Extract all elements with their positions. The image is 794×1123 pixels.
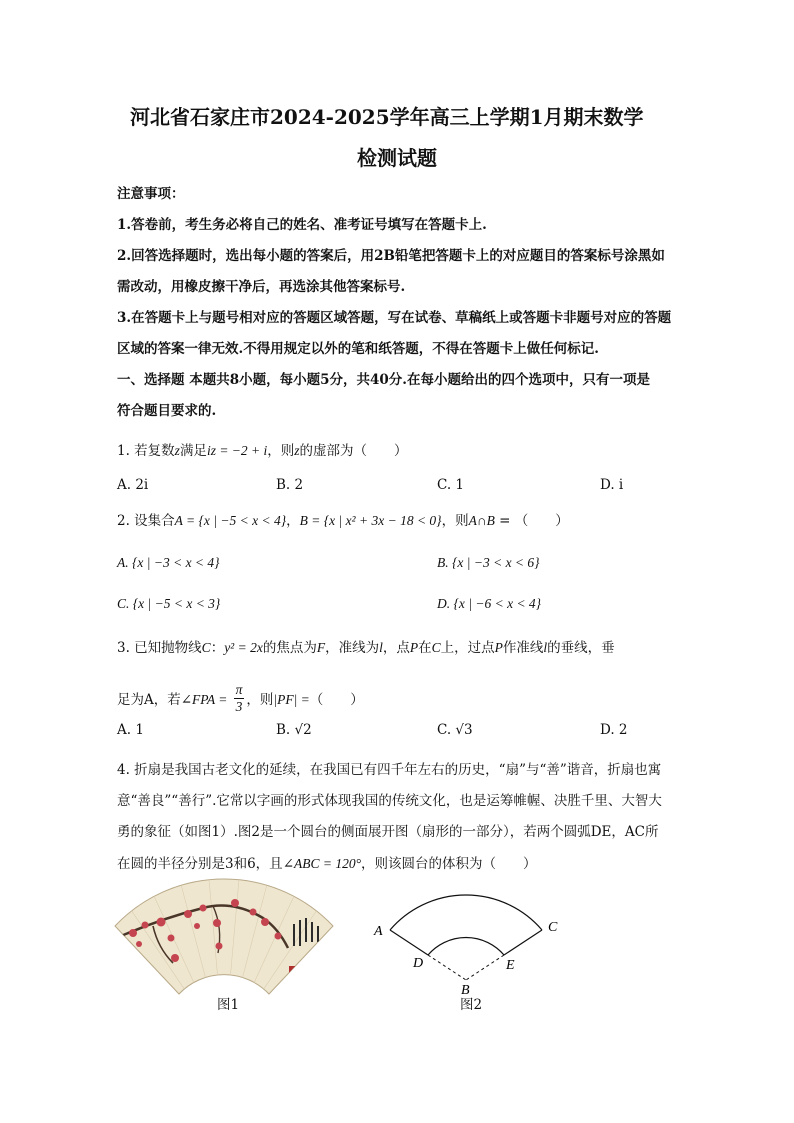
q2-text-2: ， [286, 513, 300, 529]
note-2a: 2.回答选择题时，选出每小题的答案后，用2B铅笔把答题卡上的对应题目的答案标号涂黑如 [117, 248, 665, 264]
q3-var-p2: P [494, 640, 503, 655]
q2-text-3: ，则 [441, 513, 469, 529]
frustum-net-figure [370, 880, 580, 1005]
q1-text-1: 1. 若复数 [117, 443, 175, 459]
label-d: D [413, 956, 424, 971]
q3-text-e: ，点 [382, 640, 410, 656]
dashed-eb [466, 955, 504, 980]
q4-line-2: 意“善良”“善行”.它常以字画的形式体现我国的传统文化，也是运筹帷幄、决胜千里、大智大 [117, 793, 662, 809]
q2-option-a: A. {x | −3 < x < 4} [117, 555, 220, 570]
q3-text-2b: ，则 [246, 692, 274, 708]
fan-painting-figure [113, 878, 335, 998]
q2-set-b: B = {x | x² + 3x − 18 < 0} [299, 513, 442, 528]
figure-1-caption: 图1 [217, 997, 240, 1013]
q3-option-d: D. 2 [600, 722, 628, 738]
q3-text-a: 3. 已知抛物线 [117, 640, 202, 656]
q1-option-c: C. 1 [437, 477, 465, 493]
q4-text-4a: 在圆的半径分别是3和6，且 [117, 856, 283, 872]
label-c: C [548, 920, 558, 935]
q1-equation: iz = −2 + i [206, 443, 268, 458]
q3-fraction [234, 682, 245, 715]
q3-text-2c: （ ） [309, 692, 364, 708]
q3-text-c: 的焦点为 [262, 640, 317, 656]
q2-option-d: D. {x | −6 < x < 4} [437, 596, 542, 611]
segment-ad [390, 930, 428, 955]
label-a: A [374, 924, 383, 939]
q3-var-c: C [201, 640, 211, 655]
q3-angle: ∠FPA = [180, 692, 228, 707]
q1-text-2: 满足 [179, 443, 207, 459]
q1-text-4: 的虚部为（ ） [299, 443, 408, 459]
question-3-line1 [117, 641, 615, 656]
q3-text-d: ，准线为 [325, 640, 380, 656]
notes-heading: 注意事项： [117, 186, 185, 202]
q2-option-c: C. {x | −5 < x < 3} [117, 596, 221, 611]
q3-text-g: 上，过点 [440, 640, 495, 656]
q3-var-l2: l [543, 640, 548, 655]
q3-pf: |PF| = [273, 692, 310, 707]
q3-var-c2: C [431, 640, 441, 655]
q4-text-4b: ，则该圆台的体积为（ ） [361, 856, 537, 872]
page-subtitle: 检测试题 [357, 146, 437, 170]
q3-text-2a: 足为A，若 [117, 692, 181, 708]
q4-angle: ∠ABC = 120° [282, 856, 362, 871]
section-heading-line2: 符合题目要求的. [117, 403, 217, 419]
q3-text-f: 在 [418, 640, 432, 656]
question-2 [117, 514, 569, 529]
question-3-line2 [117, 684, 364, 717]
q2-text-4: = （ ） [494, 513, 569, 529]
q2-option-b: B. {x | −3 < x < 6} [437, 555, 540, 570]
q1-text-3: ，则 [267, 443, 295, 459]
q3-text-b: ： [210, 640, 225, 656]
note-3b: 区域的答案一律无效.不得用规定以外的笔和纸答题，不得在答题卡上做任何标记. [117, 341, 599, 357]
q2-set-a: A = {x | −5 < x < 4} [174, 513, 287, 528]
q4-line-3: 勇的象征（如图1）.图2是一个圆台的侧面展开图（扇形的一部分），若两个圆弧DE，AC所 [117, 824, 659, 840]
label-e: E [506, 958, 515, 973]
q1-option-b: B. 2 [276, 477, 304, 493]
q2-text-1: 2. 设集合 [117, 513, 175, 529]
q4-line-4 [117, 857, 537, 872]
question-1 [117, 444, 408, 459]
q1-var-z2: z [294, 443, 300, 458]
q3-frac-num: π [235, 682, 243, 697]
q3-text-i: 的垂线，垂 [547, 640, 615, 656]
page-title: 河北省石家庄市2024-2025学年高三上学期1月期末数学 [130, 105, 644, 129]
q3-var-p: P [409, 640, 419, 655]
q3-frac-den: 3 [235, 699, 243, 714]
label-b: B [461, 983, 470, 998]
q3-var-f: F [316, 640, 326, 655]
q4-line-1: 4. 折扇是我国古老文化的延续，在我国已有四千年左右的历史，“扇”与“善”谐音，折扇也寓 [117, 762, 662, 778]
q3-text-h: 作准线 [502, 640, 544, 656]
outer-arc-ac [390, 895, 542, 930]
q3-option-a: A. 1 [117, 722, 144, 738]
q3-option-b: B. √2 [276, 722, 312, 738]
section-heading-line1: 一、选择题 本题共8小题，每小题5分，共40分.在每小题给出的四个选项中，只有一项是 [117, 372, 650, 388]
q1-option-a: A. 2i [117, 477, 149, 493]
segment-ce [504, 930, 542, 955]
q1-option-d: D. i [600, 477, 624, 493]
inner-arc-de [428, 937, 504, 955]
q3-option-c: C. √3 [437, 722, 473, 738]
q3-equation: y² = 2x [224, 640, 263, 655]
note-3a: 3.在答题卡上与题号相对应的答题区域答题，写在试卷、草稿纸上或答题卡非题号对应的答题 [117, 310, 672, 326]
figure-2-caption: 图2 [460, 997, 483, 1013]
note-1: 1.答卷前，考生务必将自己的姓名、准考证号填写在答题卡上. [117, 217, 487, 233]
q3-var-l: l [379, 640, 383, 655]
q2-intersection: A∩B [468, 513, 495, 528]
note-2b: 需改动，用橡皮擦干净后，再选涂其他答案标号. [117, 279, 406, 295]
dashed-db [428, 955, 466, 980]
q1-var-z: z [174, 443, 180, 458]
